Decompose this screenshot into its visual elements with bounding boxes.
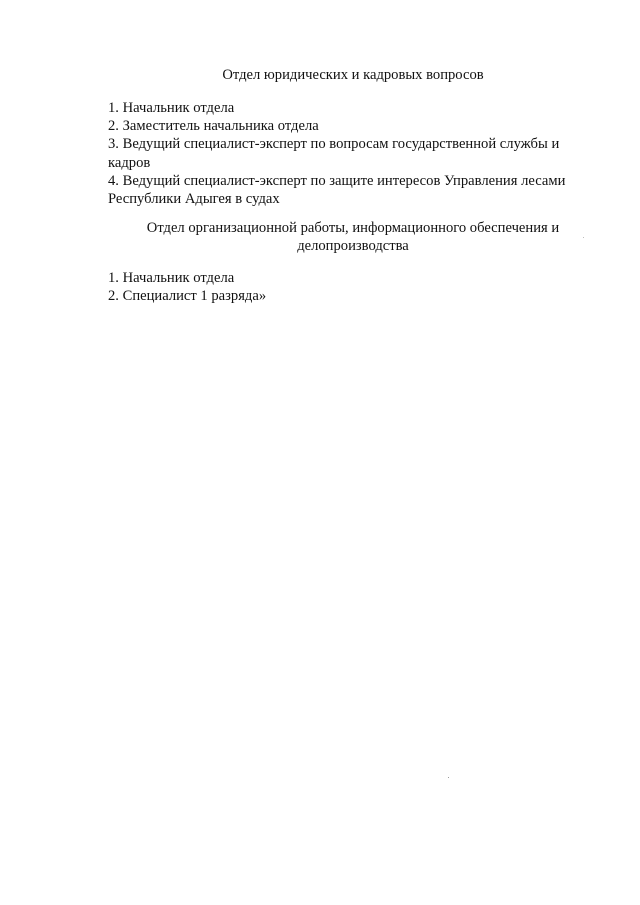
list-item: 2. Заместитель начальника отдела <box>108 118 319 135</box>
scan-speck <box>583 237 584 238</box>
scan-speck <box>448 777 449 778</box>
position-list-organizational <box>108 269 578 305</box>
list-item: 4. Ведущий специалист-эксперт по защите интересов Управления лесами Республики Адыгея в судах <box>108 172 566 208</box>
list-item: 1. Начальник отдела <box>108 270 235 286</box>
list-item: 2. Специалист 1 разряда» <box>108 288 267 305</box>
position-list-legal-hr <box>108 99 578 208</box>
section-heading-legal-hr: Отдел юридических и кадровых вопросов <box>222 67 484 83</box>
list-item: 3. Ведущий специалист-эксперт по вопросам государственной службы и кадров <box>108 136 560 171</box>
list-item: 1. Начальник отдела <box>108 100 235 116</box>
section-heading-organizational: Отдел организационной работы, информационного обеспечения и делопроизводства <box>146 220 560 254</box>
